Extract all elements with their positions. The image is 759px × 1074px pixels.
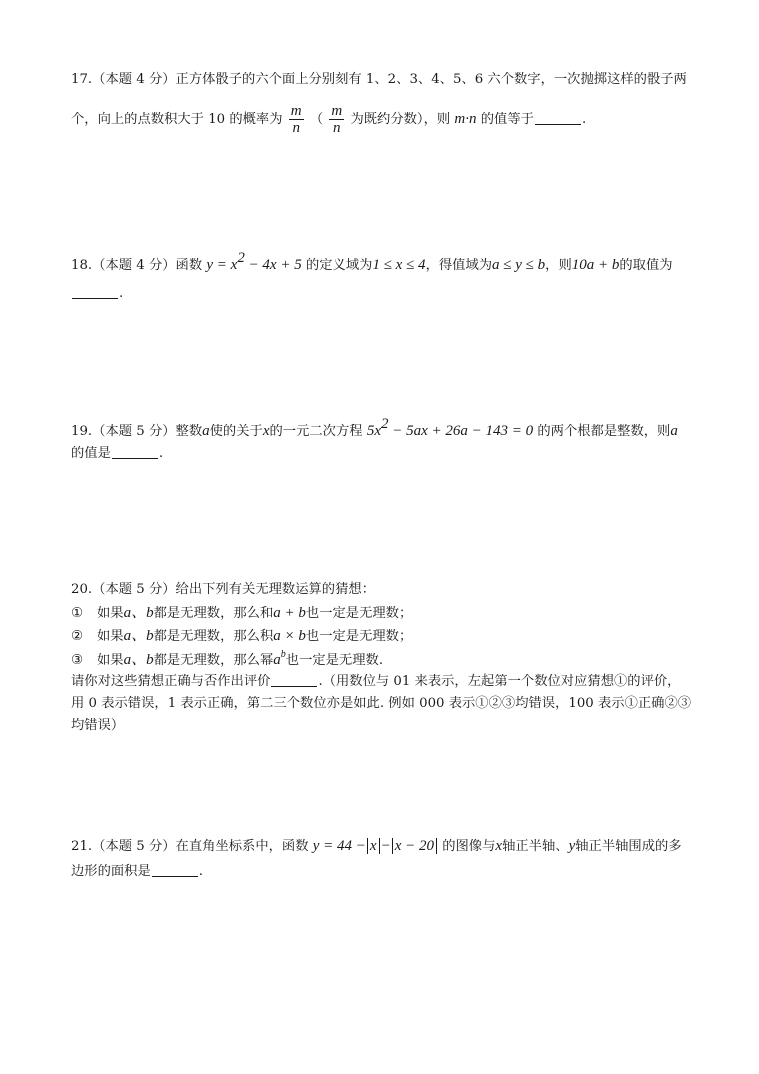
q18-domain: 1 ≤ x ≤ 4 <box>372 257 426 273</box>
q17-line2: 个，向上的点数积大于 10 的概率为 $\frac{m}{n}$ （ $\frac{m}{n}$ 为既约分数），则 m·n 的值等于 . <box>71 103 587 136</box>
q19-line1: 19.（本题 5 分）整数a使的关于x的一元二次方程 $5x^2 - 5ax + 26a - 143 = 0$ 的两个根都是整数，则a <box>71 416 678 439</box>
q20-line-a: 请你对这些猜想正确与否作出评价 .（用数位与 01 来表示，左起第一个数位对应猜想①的评价， <box>71 674 681 689</box>
q20-item-1: ① 如果a、b都是无理数，那么和a + b也一定是无理数； <box>71 605 413 621</box>
q19-answer-blank[interactable] <box>112 457 158 459</box>
q18-line2: . <box>71 284 123 304</box>
q17-label: 17.（本题 4 分） <box>71 72 176 87</box>
q17-text2b: 为既约分数），则 <box>350 112 451 127</box>
q20-item-2: ② 如果a、b都是无理数，那么积a × b也一定是无理数； <box>71 628 413 644</box>
q19-equation: $5x^2 - 5ax + 26a - 143 = 0$ <box>366 416 534 439</box>
q20-label: 20.（本题 5 分） <box>71 582 176 597</box>
q20-intro: 20.（本题 5 分）给出下列有关无理数运算的猜想： <box>71 582 375 597</box>
q20-line-b: 用 0 表示错误，1 表示正确，第二三个数位亦是如此. 例如 000 表示①②③均错误，100 表示①正确②③ <box>71 696 692 711</box>
q17-text2c: 的值等于 <box>480 112 534 127</box>
q18-expr: 10a + b <box>571 257 620 273</box>
q17-fraction: $\frac{m}{n}$ <box>290 103 302 136</box>
q17-text1: 正方体骰子的六个面上分别刻有 1、2、3、4、5、6 六个数字，一次抛掷这样的骰子两 <box>175 72 687 87</box>
q21-line2: 边形的面积是 . <box>71 864 204 879</box>
q17-text2a: 个，向上的点数积大于 10 的概率为 <box>71 112 283 127</box>
q21-line1: 21.（本题 5 分）在直角坐标系中，函数 y = 44 − x − x − 20 的图像与x轴正半轴、y轴正半轴围成的多 <box>71 838 682 854</box>
q18-range: a ≤ y ≤ b <box>492 257 546 273</box>
q20-item-3: ③ 如果a、b都是无理数，那么幂$a^b$也一定是无理数. <box>71 649 384 668</box>
q21-answer-blank[interactable] <box>152 875 198 877</box>
q19-label: 19.（本题 5 分） <box>71 424 176 439</box>
q21-label: 21.（本题 5 分） <box>71 839 176 854</box>
q17-fraction-2: $\frac{m}{n}$ <box>331 103 343 136</box>
q18-answer-blank[interactable] <box>72 297 118 299</box>
q18-function: $y = x^2 - 4x + 5$ <box>206 250 302 273</box>
q20-line-c: 均错误） <box>71 718 125 733</box>
q20-answer-blank[interactable] <box>271 685 317 687</box>
q18-line1: 18.（本题 4 分）函数 $y = x^2 - 4x + 5$ 的定义域为1 ≤ x ≤ 4，得值域为a ≤ y ≤ b，则10a + b的取值为 <box>71 250 673 273</box>
q17-line1 <box>71 70 687 90</box>
q17-answer-blank[interactable] <box>535 123 581 125</box>
q18-label: 18.（本题 4 分） <box>71 258 176 273</box>
q19-line2: 的值是 . <box>71 446 164 461</box>
q17-expr: m·n <box>454 111 477 127</box>
q21-function: y = 44 − x − x − 20 <box>313 838 438 854</box>
